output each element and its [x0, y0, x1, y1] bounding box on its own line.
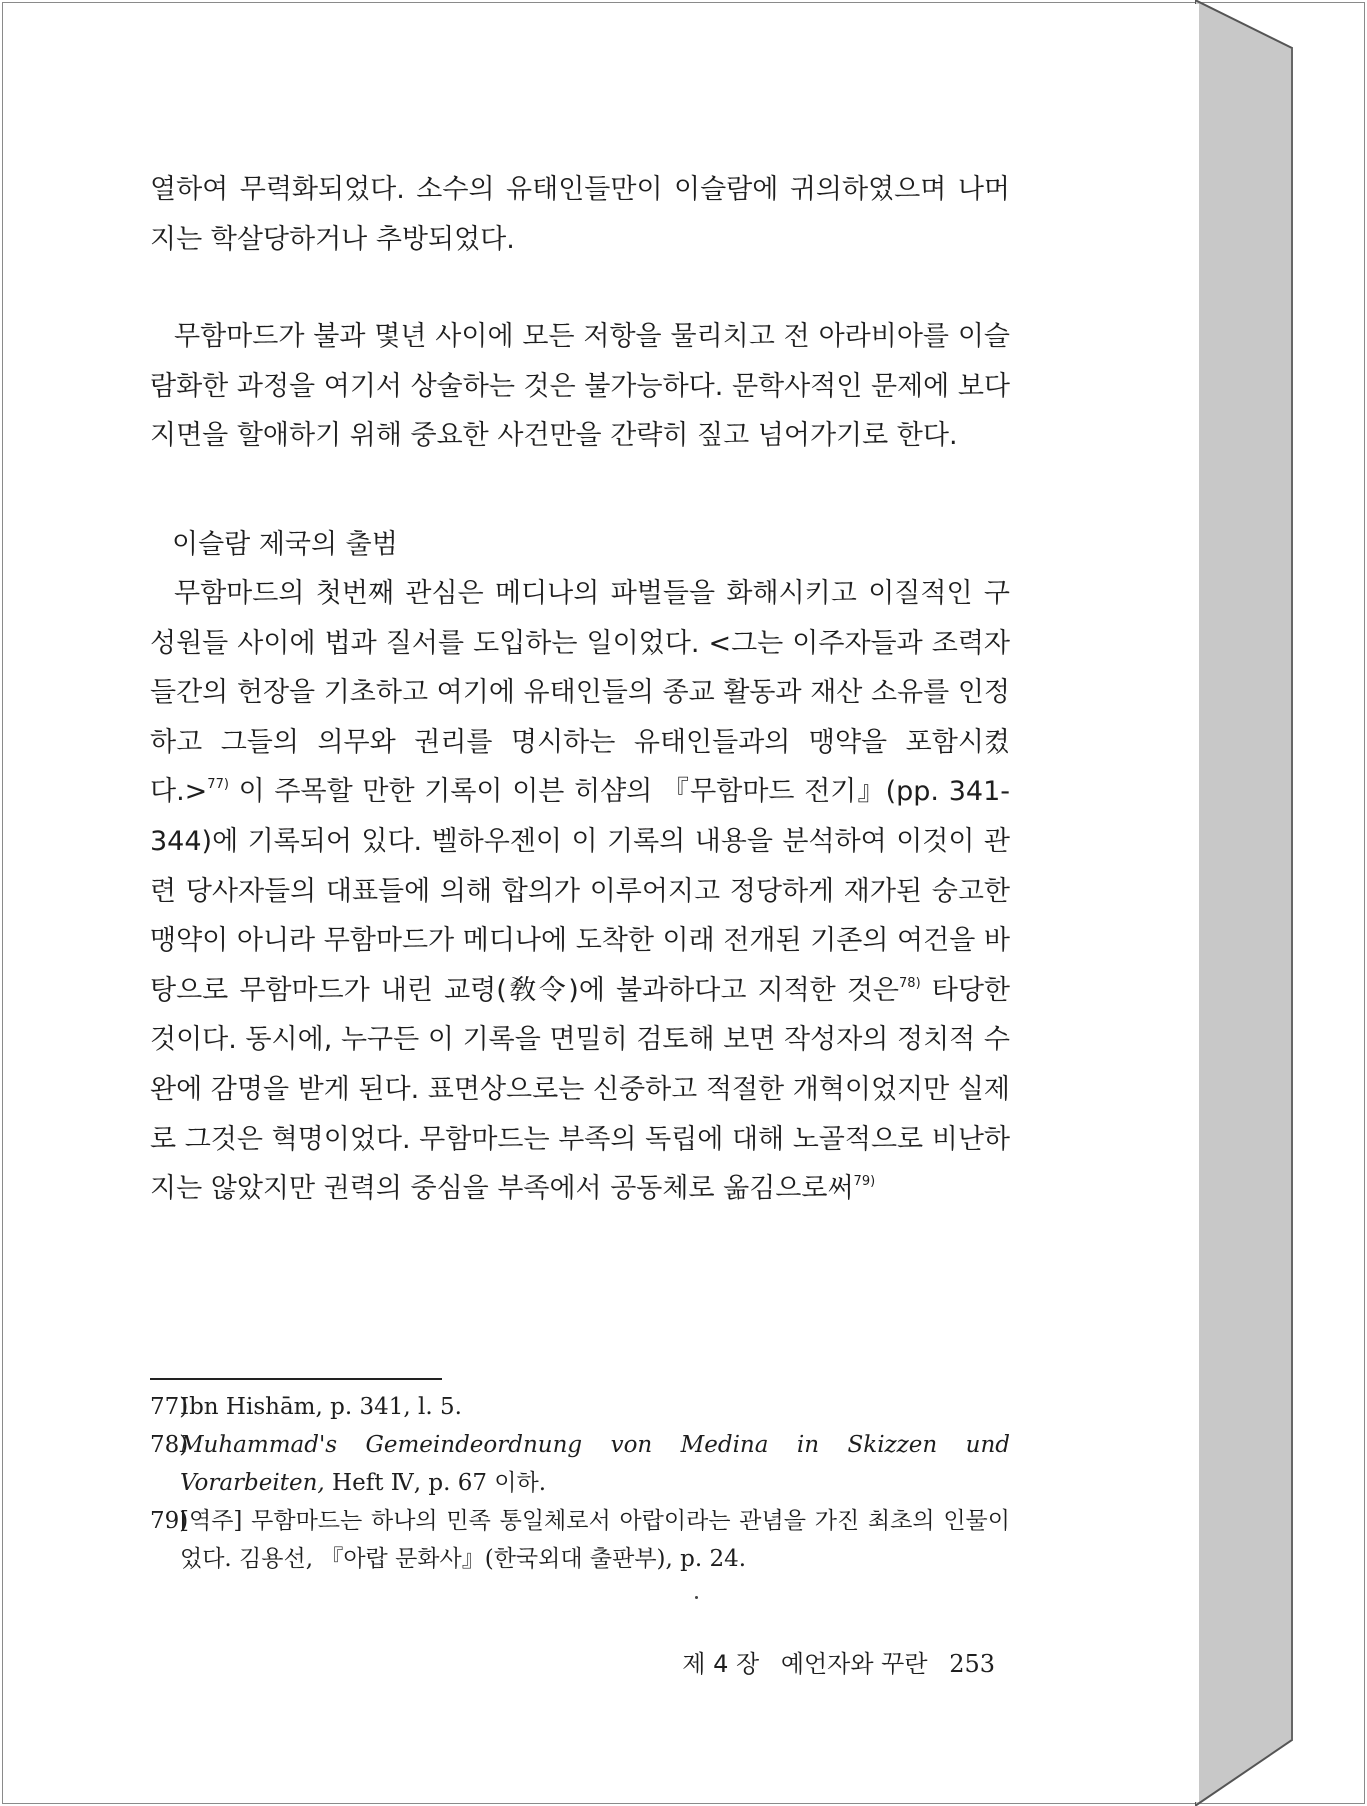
section-heading: 이슬람 제국의 출범	[172, 528, 398, 560]
page-number: 253	[949, 1650, 995, 1678]
running-footer	[668, 1644, 995, 1679]
paragraph-text: 이 주목할 만한 기록이 이븐 히샴의 『무함마드 전기』(pp. 341-344)에 기록되어 있다. 벨하우젠이 이 기록의 내용을 분석하여 이것이 관련 당사자들의 대표들에 의해 합의가 이루어지고 정당하게 재가된 숭고한 맹약이 아니라 무함마드가 메디나에 도착한 이래 전개된 기존의 여건을 바탕으로 무함마드가 내린 교령(敎令)에 불과하다고 지적한 것은	[150, 776, 1010, 1006]
footnote-number: 79)	[150, 1508, 189, 1534]
main-text	[150, 165, 1010, 1214]
footnote-divider	[150, 1378, 442, 1380]
footnote-77	[150, 1388, 1010, 1426]
stray-dot	[695, 1596, 698, 1599]
footnote-number: 77)	[150, 1394, 189, 1420]
footnote-text: Ibn Hishām, p. 341, l. 5.	[180, 1394, 462, 1420]
footnote-79	[150, 1502, 1010, 1578]
footnote-title: Muhammad's Gemeindeordnung von Medina in Skizzen und Vorarbeiten,	[180, 1432, 1010, 1496]
footnote-detail: Heft Ⅳ, p. 67 이하.	[324, 1470, 547, 1496]
footnote-text	[180, 1426, 1010, 1502]
footnote-number: 78)	[150, 1432, 189, 1458]
footnote-ref-79: 79)	[853, 1174, 876, 1190]
footnote-text: [역주] 무함마드는 하나의 민족 통일체로서 아랍이라는 관념을 가진 최초의 인물이었다. 김용선, 『아랍 문화사』(한국외대 출판부), p. 24.	[180, 1508, 1010, 1572]
paragraph-islamization: 무함마드가 불과 몇년 사이에 모든 저항을 물리치고 전 아라비아를 이슬람화한 과정을 여기서 상술하는 것은 불가능하다. 문학사적인 문제에 보다 지면을 할애하기 위해 중요한 사건만을 간략히 짚고 넘어가기로 한다.	[150, 321, 1010, 452]
chapter-label: 제 4 장	[682, 1650, 760, 1678]
book-edge	[1195, 0, 1367, 1806]
footnote-ref-77: 77)	[207, 777, 229, 793]
paragraph-continuation: 열하여 무력화되었다. 소수의 유태인들만이 이슬람에 귀의하였으며 나머지는 학살당하거나 추방되었다.	[150, 174, 1010, 255]
footnote-ref-78: 78)	[899, 975, 921, 991]
footnote-78	[150, 1426, 1010, 1502]
paragraph-text: 무함마드의 첫번째 관심은 메디나의 파벌들을 화해시키고 이질적인 구성원들 사이에 법과 질서를 도입하는 일이었다. <그는 이주자들과 조력자들간의 헌장을 기초하고 여기에 유태인들의 종교 활동과 재산 소유를 인정하고 그들의 의무와 권리를 명시하는 유태인들과의 맹약을 포함시켰다.>	[150, 577, 1010, 808]
chapter-title: 예언자와 꾸란	[780, 1650, 928, 1678]
paragraph-empire	[150, 569, 1010, 1214]
paragraph-text: 타당한 것이다. 동시에, 누구든 이 기록을 면밀히 검토해 보면 작성자의 정치적 수완에 감명을 받게 된다. 표면상으로는 신중하고 적절한 개혁이었지만 실제로 그것은 혁명이었다. 무함마드는 부족의 독립에 대해 노골적으로 비난하지는 않았지만 권력의 중심을 부족에서 공동체로 옮김으로써	[150, 974, 1010, 1205]
footnotes	[150, 1388, 1010, 1578]
